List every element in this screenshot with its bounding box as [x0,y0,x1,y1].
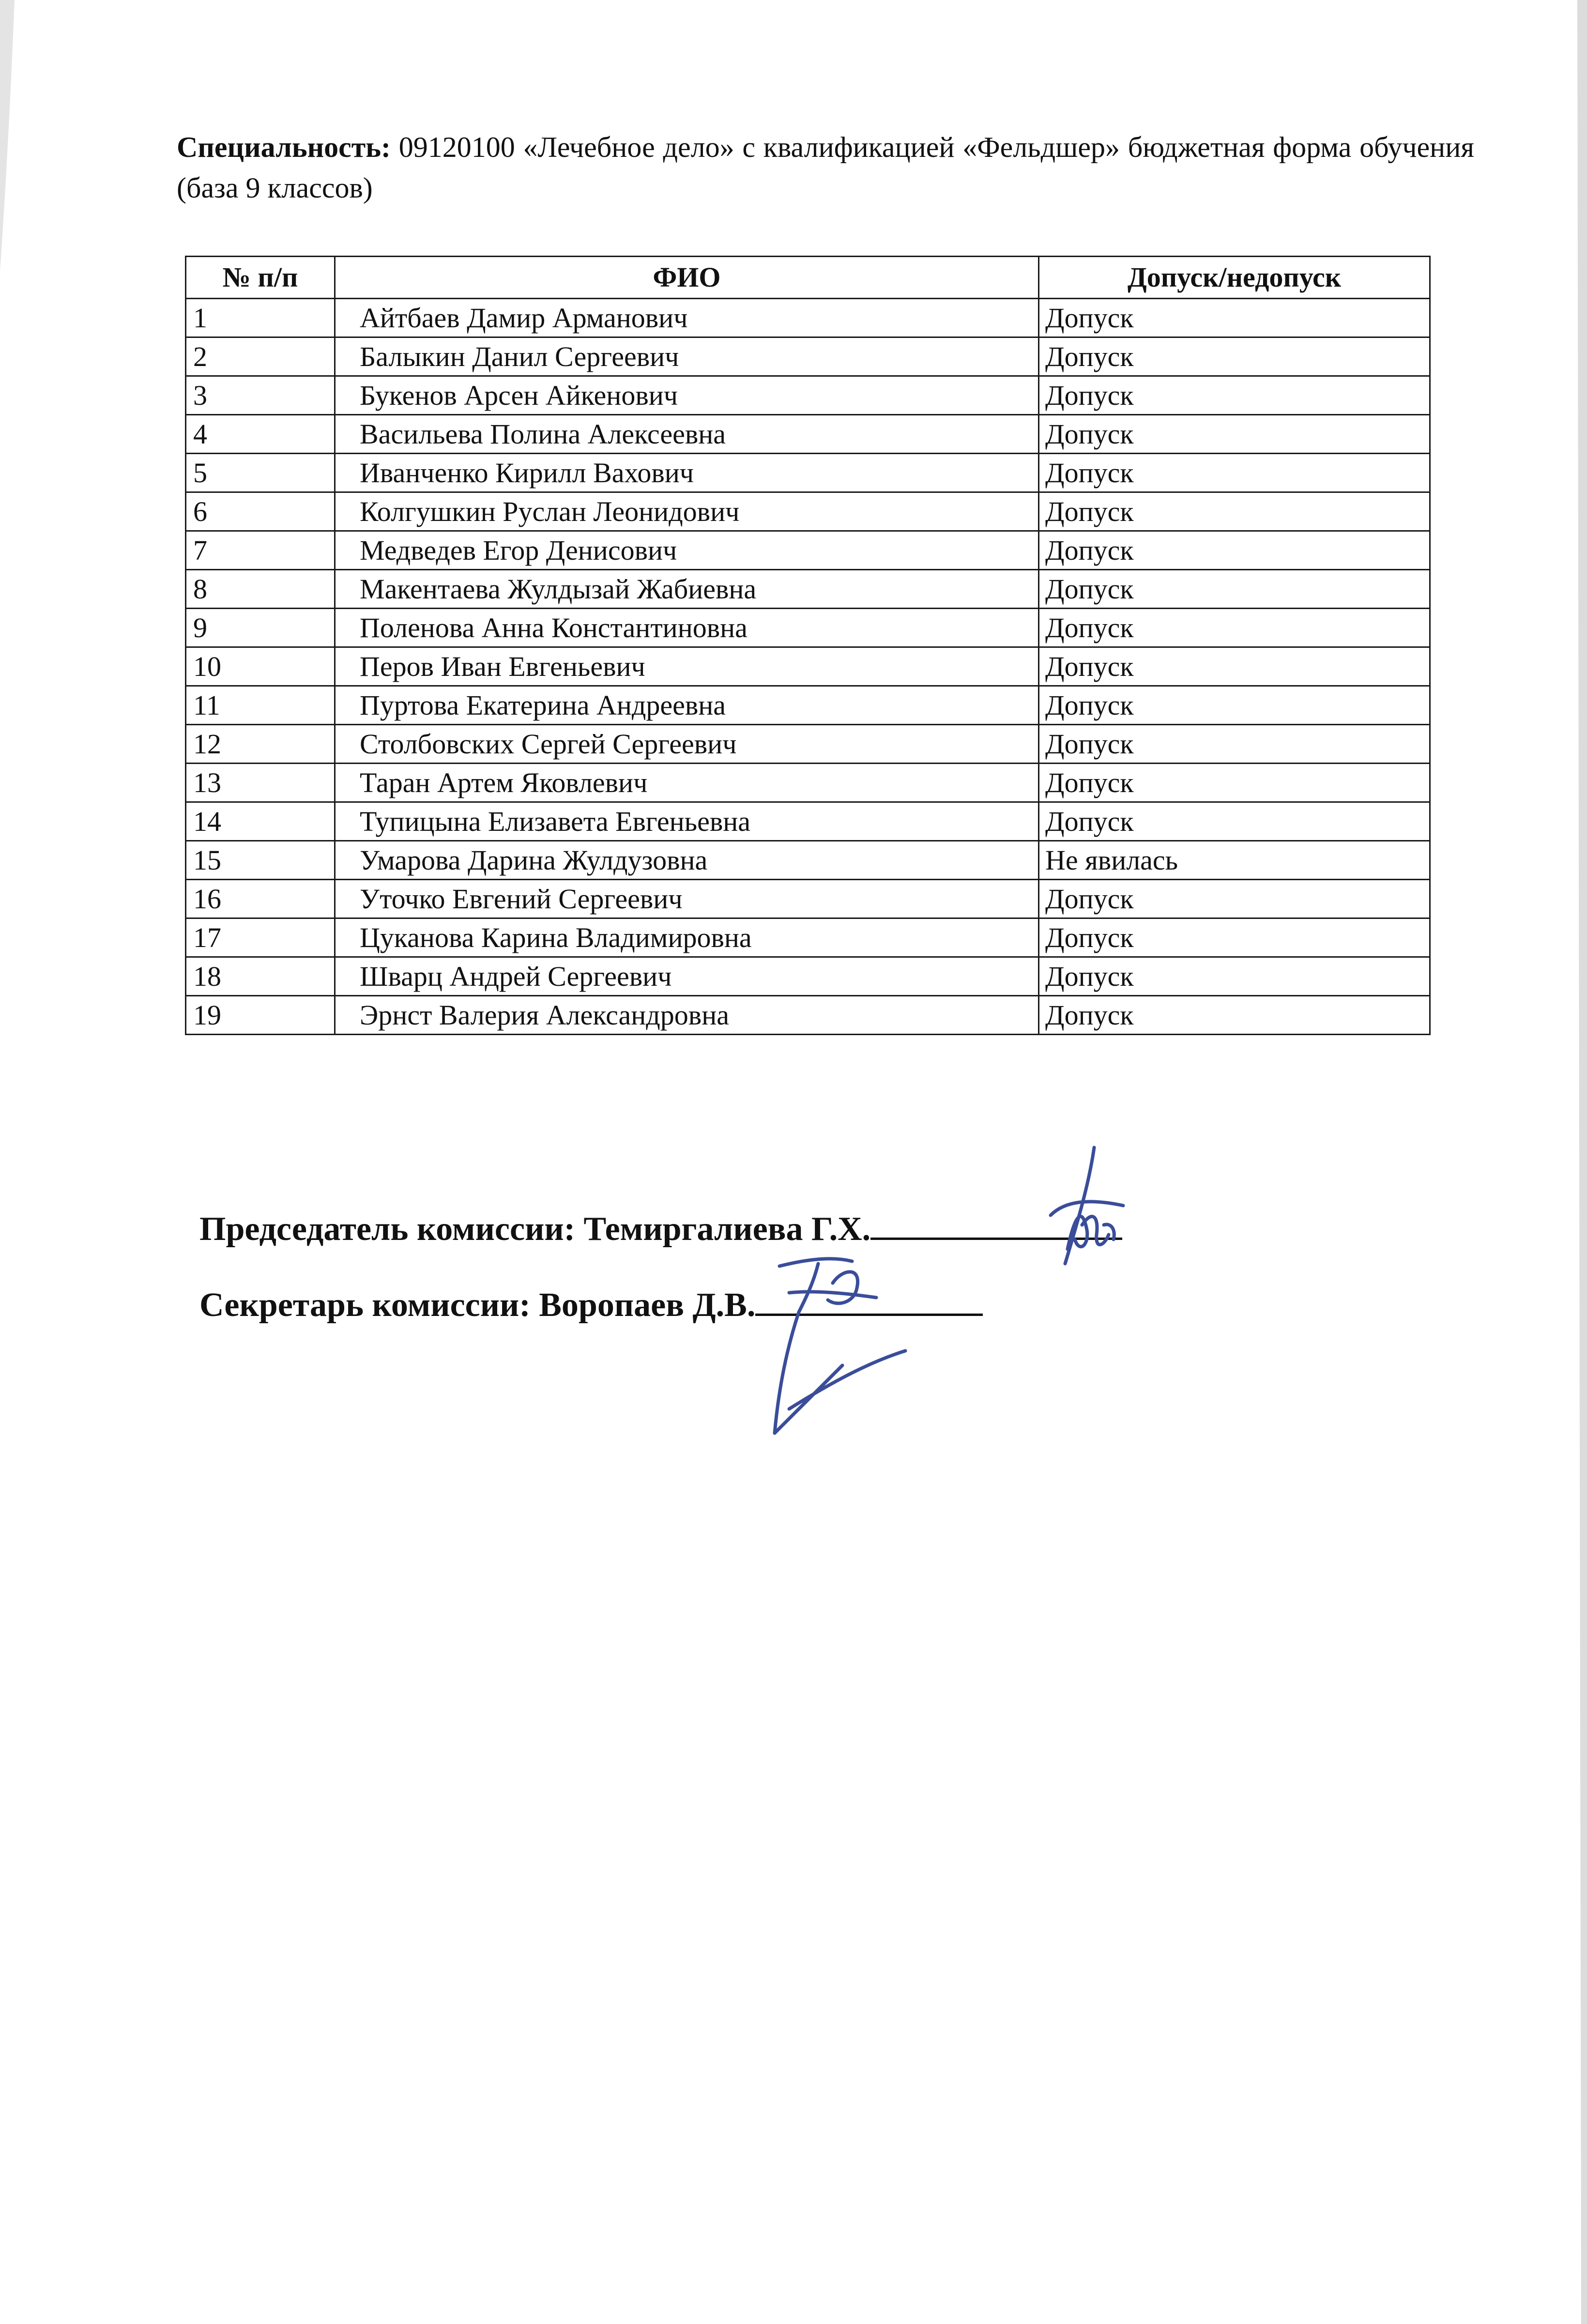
row-status: Допуск [1039,337,1430,376]
table-row [186,725,1430,764]
row-fio: Столбовских Сергей Сергеевич [335,725,1039,764]
table-row [186,376,1430,415]
row-status: Допуск [1039,725,1430,764]
row-status: Допуск [1039,609,1430,647]
row-fio: Цуканова Карина Владимировна [335,918,1039,957]
table-row [186,918,1430,957]
row-fio: Пуртова Екатерина Андреевна [335,686,1039,725]
row-number: 1 [186,299,335,337]
table-row [186,764,1430,802]
specialty-text: 09120100 «Лечебное дело» с квалификацией «Фельдшер» бюджетная форма обучения (база 9 классов) [177,131,1474,204]
row-status: Допуск [1039,299,1430,337]
admission-table [185,256,1431,1035]
row-fio: Иванченко Кирилл Вахович [335,454,1039,492]
chairman-line [199,1204,1122,1251]
row-number: 16 [186,880,335,918]
row-status: Допуск [1039,570,1430,609]
row-number: 13 [186,764,335,802]
table-row [186,957,1430,996]
table-row [186,337,1430,376]
table-row [186,570,1430,609]
row-fio: Васильева Полина Алексеевна [335,415,1039,454]
table-row [186,841,1430,880]
row-fio: Умарова Дарина Жулдузовна [335,841,1039,880]
row-fio: Эрнст Валерия Александровна [335,996,1039,1035]
chairman-label: Председатель комиссии: Темиргалиева Г.Х. [199,1210,871,1248]
row-status: Допуск [1039,880,1430,918]
table-body [186,299,1430,1035]
table-row [186,686,1430,725]
row-status: Допуск [1039,918,1430,957]
row-status: Допуск [1039,686,1430,725]
row-status: Допуск [1039,415,1430,454]
row-number: 4 [186,415,335,454]
table-row [186,647,1430,686]
specialty-label: Специальность: [177,131,391,163]
header-status: Допуск/недопуск [1039,257,1430,299]
table-row [186,415,1430,454]
row-fio: Айтбаев Дамир Арманович [335,299,1039,337]
header-number: № п/п [186,257,335,299]
table-row [186,880,1430,918]
row-status: Допуск [1039,492,1430,531]
row-status: Допуск [1039,996,1430,1035]
row-fio: Уточко Евгений Сергеевич [335,880,1039,918]
row-status: Не явилась [1039,841,1430,880]
row-number: 15 [186,841,335,880]
row-number: 12 [186,725,335,764]
row-number: 8 [186,570,335,609]
row-number: 17 [186,918,335,957]
row-number: 7 [186,531,335,570]
row-number: 5 [186,454,335,492]
row-number: 6 [186,492,335,531]
row-number: 14 [186,802,335,841]
row-fio: Перов Иван Евгеньевич [335,647,1039,686]
table-row [186,299,1430,337]
row-number: 11 [186,686,335,725]
row-fio: Поленова Анна Константиновна [335,609,1039,647]
row-fio: Балыкин Данил Сергеевич [335,337,1039,376]
table-row [186,531,1430,570]
row-fio: Букенов Арсен Айкенович [335,376,1039,415]
secretary-signature-mark [760,1254,925,1448]
row-status: Допуск [1039,802,1430,841]
row-number: 10 [186,647,335,686]
row-status: Допуск [1039,647,1430,686]
row-number: 19 [186,996,335,1035]
row-number: 2 [186,337,335,376]
header-fio: ФИО [335,257,1039,299]
row-fio: Тупицына Елизавета Евгеньевна [335,802,1039,841]
specialty-paragraph [177,127,1474,208]
table-row [186,492,1430,531]
table-row [186,802,1430,841]
row-status: Допуск [1039,454,1430,492]
row-fio: Медведев Егор Денисович [335,531,1039,570]
row-fio: Колгушкин Руслан Леонидович [335,492,1039,531]
secretary-label: Секретарь комиссии: Воропаев Д.В. [199,1286,756,1324]
row-fio: Макентаева Жулдызай Жабиевна [335,570,1039,609]
row-status: Допуск [1039,531,1430,570]
table-row [186,454,1430,492]
table-row [186,996,1430,1035]
chairman-signature-mark [1007,1143,1152,1278]
row-status: Допуск [1039,764,1430,802]
table-row [186,609,1430,647]
row-status: Допуск [1039,376,1430,415]
row-number: 3 [186,376,335,415]
row-fio: Шварц Андрей Сергеевич [335,957,1039,996]
table-header-row [186,257,1430,299]
row-number: 9 [186,609,335,647]
row-number: 18 [186,957,335,996]
row-fio: Таран Артем Яковлевич [335,764,1039,802]
row-status: Допуск [1039,957,1430,996]
